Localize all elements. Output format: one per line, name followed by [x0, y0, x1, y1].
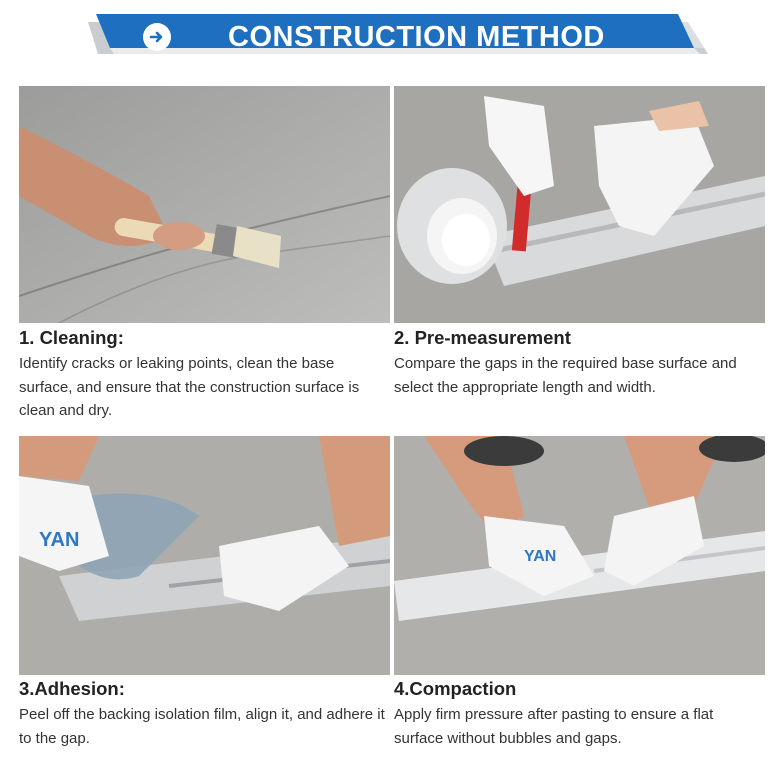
step-title: 3.Adhesion: [19, 678, 125, 699]
step-cleaning [19, 326, 387, 423]
step-title: 2. Pre-measurement [394, 327, 571, 348]
step-description: Peel off the backing isolation film, align it, and adhere it to the gap. [19, 706, 385, 747]
compaction-photo [394, 436, 765, 675]
cleaning-photo [19, 86, 390, 323]
svg-text:YAN: YAN [524, 548, 557, 565]
step-description: Identify cracks or leaking points, clean the base surface, and ensure that the construction surface is clean and dry. [19, 355, 360, 419]
pre-measurement-photo [394, 86, 765, 323]
step-pre-measurement [394, 326, 762, 399]
step-title: 4.Compaction [394, 678, 517, 699]
step-description: Compare the gaps in the required base surface and select the appropriate length and width. [394, 355, 737, 396]
adhesion-photo [19, 436, 390, 675]
step-description: Apply firm pressure after pasting to ensure a flat surface without bubbles and gaps. [394, 706, 714, 747]
arrow-right-circle-icon [143, 23, 171, 51]
step-adhesion [19, 677, 387, 750]
svg-text:YAN: YAN [39, 529, 80, 551]
section-banner [88, 14, 708, 60]
step-compaction [394, 677, 762, 750]
step-title: 1. Cleaning: [19, 327, 124, 348]
banner-title: CONSTRUCTION METHOD [228, 21, 605, 53]
